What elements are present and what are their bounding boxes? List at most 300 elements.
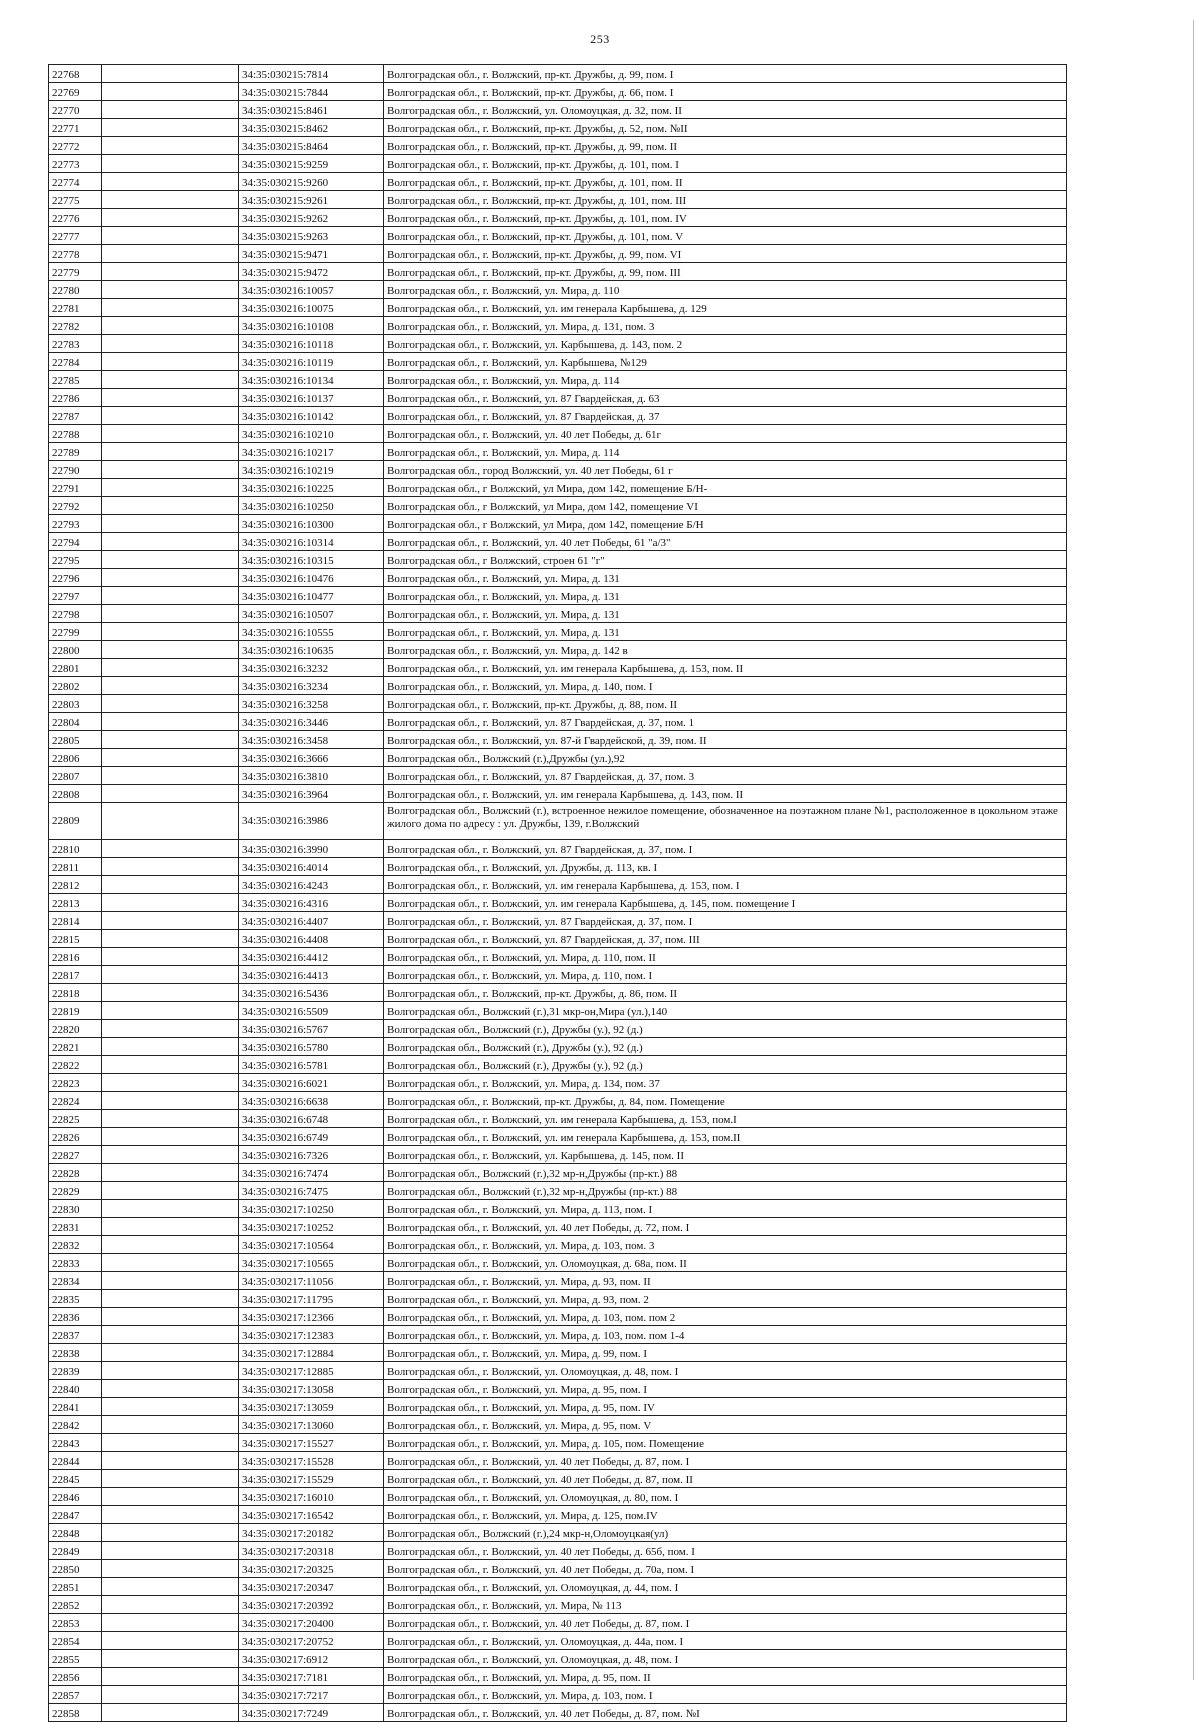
address-cell: Волгоградская обл., г. Волжский, ул. 40 лет Победы, д. 87, пом. II — [384, 1470, 1067, 1488]
empty-cell — [102, 209, 239, 227]
table-row — [49, 858, 1067, 876]
row-number-cell: 22769 — [49, 83, 102, 101]
table-row — [49, 894, 1067, 912]
row-number-cell: 22789 — [49, 443, 102, 461]
table-row — [49, 749, 1067, 767]
table-row — [49, 533, 1067, 551]
empty-cell — [102, 1362, 239, 1380]
address-cell: Волгоградская обл., г. Волжский, ул. Мира, д. 99, пом. I — [384, 1344, 1067, 1362]
empty-cell — [102, 371, 239, 389]
empty-cell — [102, 858, 239, 876]
empty-cell — [102, 1110, 239, 1128]
cadastral-number-cell: 34:35:030216:10300 — [239, 515, 384, 533]
address-cell: Волгоградская обл., г. Волжский, ул. Мира, д. 131 — [384, 587, 1067, 605]
cadastral-number-cell: 34:35:030216:6749 — [239, 1128, 384, 1146]
table-row — [49, 1092, 1067, 1110]
address-cell: Волгоградская обл., г. Волжский, ул. Мира, д. 103, пом. пом 1-4 — [384, 1326, 1067, 1344]
address-cell: Волгоградская обл., г. Волжский, пр-кт. Дружбы, д. 99, пом. II — [384, 137, 1067, 155]
table-row — [49, 155, 1067, 173]
address-cell: Волгоградская обл., г. Волжский, ул. 40 лет Победы, д. 70а, пом. I — [384, 1560, 1067, 1578]
address-cell: Волгоградская обл., г. Волжский, ул. 40 лет Победы, д. 87, пом. I — [384, 1614, 1067, 1632]
table-row — [49, 677, 1067, 695]
scan-edge-line — [1193, 20, 1194, 1680]
cadastral-number-cell: 34:35:030216:10210 — [239, 425, 384, 443]
row-number-cell: 22768 — [49, 65, 102, 83]
cadastral-number-cell: 34:35:030217:20325 — [239, 1560, 384, 1578]
empty-cell — [102, 335, 239, 353]
cadastral-number-cell: 34:35:030217:6912 — [239, 1650, 384, 1668]
empty-cell — [102, 641, 239, 659]
cadastral-number-cell: 34:35:030216:10137 — [239, 389, 384, 407]
row-number-cell: 22809 — [49, 803, 102, 840]
cadastral-number-cell: 34:35:030217:10250 — [239, 1200, 384, 1218]
address-cell: Волгоградская обл., г. Волжский, ул. Мира, д. 95, пом. V — [384, 1416, 1067, 1434]
empty-cell — [102, 461, 239, 479]
cadastral-number-cell: 34:35:030215:9260 — [239, 173, 384, 191]
address-cell: Волгоградская обл., Волжский (г.),Дружбы (ул.),92 — [384, 749, 1067, 767]
cadastral-number-cell: 34:35:030217:15528 — [239, 1452, 384, 1470]
table-row — [49, 299, 1067, 317]
row-number-cell: 22807 — [49, 767, 102, 785]
address-cell: Волгоградская обл., г Волжский, строен 61 "г" — [384, 551, 1067, 569]
table-row — [49, 587, 1067, 605]
page-number: 253 — [590, 32, 610, 46]
address-cell: Волгоградская обл., г. Волжский, ул. 87-й Гвардейской, д. 39, пом. II — [384, 731, 1067, 749]
address-cell: Волгоградская обл., г. Волжский, пр-кт. Дружбы, д. 99, пом. III — [384, 263, 1067, 281]
row-number-cell: 22798 — [49, 605, 102, 623]
cadastral-number-cell: 34:35:030217:20392 — [239, 1596, 384, 1614]
cadastral-number-cell: 34:35:030216:10476 — [239, 569, 384, 587]
row-number-cell: 22778 — [49, 245, 102, 263]
cadastral-number-cell: 34:35:030216:6638 — [239, 1092, 384, 1110]
address-cell: Волгоградская обл., г. Волжский, ул. Мира, д. 110, пом. II — [384, 948, 1067, 966]
row-number-cell: 22830 — [49, 1200, 102, 1218]
empty-cell — [102, 119, 239, 137]
cadastral-number-cell: 34:35:030217:16010 — [239, 1488, 384, 1506]
table-row — [49, 984, 1067, 1002]
row-number-cell: 22803 — [49, 695, 102, 713]
cadastral-number-cell: 34:35:030216:3810 — [239, 767, 384, 785]
row-number-cell: 22796 — [49, 569, 102, 587]
row-number-cell: 22837 — [49, 1326, 102, 1344]
cadastral-number-cell: 34:35:030216:10477 — [239, 587, 384, 605]
address-cell: Волгоградская обл., г. Волжский, пр-кт. Дружбы, д. 66, пом. I — [384, 83, 1067, 101]
table-row — [49, 1110, 1067, 1128]
cadastral-number-cell: 34:35:030217:10565 — [239, 1254, 384, 1272]
table-row — [49, 1452, 1067, 1470]
cadastral-number-cell: 34:35:030217:13059 — [239, 1398, 384, 1416]
address-cell: Волгоградская обл., г. Волжский, ул. Оломоуцкая, д. 80, пом. I — [384, 1488, 1067, 1506]
row-number-cell: 22841 — [49, 1398, 102, 1416]
address-cell: Волгоградская обл., Волжский (г.),31 мкр-он,Мира (ул.),140 — [384, 1002, 1067, 1020]
cadastral-number-cell: 34:35:030216:4413 — [239, 966, 384, 984]
row-number-cell: 22805 — [49, 731, 102, 749]
empty-cell — [102, 1542, 239, 1560]
row-number-cell: 22839 — [49, 1362, 102, 1380]
row-number-cell: 22794 — [49, 533, 102, 551]
row-number-cell: 22848 — [49, 1524, 102, 1542]
table-row — [49, 443, 1067, 461]
empty-cell — [102, 1434, 239, 1452]
cadastral-number-cell: 34:35:030216:3990 — [239, 840, 384, 858]
row-number-cell: 22774 — [49, 173, 102, 191]
table-row — [49, 1470, 1067, 1488]
table-row — [49, 713, 1067, 731]
cadastral-number-cell: 34:35:030216:10119 — [239, 353, 384, 371]
empty-cell — [102, 1272, 239, 1290]
row-number-cell: 22846 — [49, 1488, 102, 1506]
empty-cell — [102, 515, 239, 533]
address-cell: Волгоградская обл., г. Волжский, ул. Мира, д. 95, пом. I — [384, 1380, 1067, 1398]
address-cell: Волгоградская обл., г. Волжский, ул. Мира, д. 125, пом.IV — [384, 1506, 1067, 1524]
empty-cell — [102, 1686, 239, 1704]
address-cell: Волгоградская обл., г Волжский, ул Мира, дом 142, помещение VI — [384, 497, 1067, 515]
address-cell: Волгоградская обл., г. Волжский, ул. Мира, д. 93, пом. II — [384, 1272, 1067, 1290]
table-row — [49, 1218, 1067, 1236]
table-row — [49, 371, 1067, 389]
empty-cell — [102, 659, 239, 677]
cadastral-number-cell: 34:35:030215:7814 — [239, 65, 384, 83]
address-cell: Волгоградская обл., г Волжский, ул Мира, дом 142, помещение Б/Н- — [384, 479, 1067, 497]
cadastral-number-cell: 34:35:030216:5509 — [239, 1002, 384, 1020]
address-cell: Волгоградская обл., г. Волжский, ул. 87 Гвардейская, д. 37, пом. III — [384, 930, 1067, 948]
cadastral-number-cell: 34:35:030216:5780 — [239, 1038, 384, 1056]
row-number-cell: 22831 — [49, 1218, 102, 1236]
table-row — [49, 245, 1067, 263]
address-cell: Волгоградская обл., г. Волжский, пр-кт. Дружбы, д. 84, пом. Помещение — [384, 1092, 1067, 1110]
cadastral-number-cell: 34:35:030216:10075 — [239, 299, 384, 317]
row-number-cell: 22817 — [49, 966, 102, 984]
table-row — [49, 1578, 1067, 1596]
cadastral-number-cell: 34:35:030216:3458 — [239, 731, 384, 749]
row-number-cell: 22820 — [49, 1020, 102, 1038]
row-number-cell: 22845 — [49, 1470, 102, 1488]
cadastral-number-cell: 34:35:030217:13058 — [239, 1380, 384, 1398]
cadastral-number-cell: 34:35:030217:20400 — [239, 1614, 384, 1632]
address-cell: Волгоградская обл., г. Волжский, ул. 40 лет Победы, д. 65б, пом. I — [384, 1542, 1067, 1560]
address-cell: Волгоградская обл., Волжский (г.), Дружбы (у.), 92 (д.) — [384, 1020, 1067, 1038]
cadastral-number-cell: 34:35:030216:7326 — [239, 1146, 384, 1164]
cadastral-number-cell: 34:35:030215:9262 — [239, 209, 384, 227]
empty-cell — [102, 569, 239, 587]
row-number-cell: 22791 — [49, 479, 102, 497]
cadastral-number-cell: 34:35:030216:6748 — [239, 1110, 384, 1128]
empty-cell — [102, 173, 239, 191]
empty-cell — [102, 407, 239, 425]
cadastral-number-cell: 34:35:030215:7844 — [239, 83, 384, 101]
address-cell: Волгоградская обл., г. Волжский, ул. Мира, д. 140, пом. I — [384, 677, 1067, 695]
table-row — [49, 1416, 1067, 1434]
table-row — [49, 1272, 1067, 1290]
row-number-cell: 22852 — [49, 1596, 102, 1614]
row-number-cell: 22795 — [49, 551, 102, 569]
table-row — [49, 1056, 1067, 1074]
row-number-cell: 22784 — [49, 353, 102, 371]
address-cell: Волгоградская обл., Волжский (г.), Дружбы (у.), 92 (д.) — [384, 1038, 1067, 1056]
table-row — [49, 515, 1067, 533]
cadastral-number-cell: 34:35:030216:10250 — [239, 497, 384, 515]
row-number-cell: 22787 — [49, 407, 102, 425]
row-number-cell: 22813 — [49, 894, 102, 912]
empty-cell — [102, 1218, 239, 1236]
table-row — [49, 641, 1067, 659]
table-row — [49, 119, 1067, 137]
row-number-cell: 22828 — [49, 1164, 102, 1182]
table-row — [49, 930, 1067, 948]
row-number-cell: 22772 — [49, 137, 102, 155]
row-number-cell: 22836 — [49, 1308, 102, 1326]
address-cell: Волгоградская обл., г. Волжский, пр-кт. Дружбы, д. 101, пом. III — [384, 191, 1067, 209]
address-cell: Волгоградская обл., г. Волжский, ул. им генерала Карбышева, д. 153, пом. II — [384, 659, 1067, 677]
cadastral-number-cell: 34:35:030217:11056 — [239, 1272, 384, 1290]
cadastral-number-cell: 34:35:030217:20318 — [239, 1542, 384, 1560]
table-row — [49, 1290, 1067, 1308]
address-cell: Волгоградская обл., г. Волжский, ул. 40 лет Победы, д. 87, пом. I — [384, 1452, 1067, 1470]
address-cell: Волгоградская обл., г Волжский, ул Мира, дом 142, помещение Б/Н — [384, 515, 1067, 533]
empty-cell — [102, 1488, 239, 1506]
cadastral-number-cell: 34:35:030217:7249 — [239, 1704, 384, 1722]
table-row — [49, 767, 1067, 785]
row-number-cell: 22818 — [49, 984, 102, 1002]
table-row — [49, 1128, 1067, 1146]
row-number-cell: 22783 — [49, 335, 102, 353]
row-number-cell: 22816 — [49, 948, 102, 966]
address-cell: Волгоградская обл., Волжский (г.), встроенное нежилое помещение, обозначенное на поэтажном плане №1, расположенное в цокольном этаже жилого дома по адресу : ул. Дружбы, 139, г.Волжский — [384, 803, 1067, 840]
row-number-cell: 22842 — [49, 1416, 102, 1434]
cadastral-number-cell: 34:35:030215:9261 — [239, 191, 384, 209]
empty-cell — [102, 245, 239, 263]
empty-cell — [102, 1398, 239, 1416]
cadastral-number-cell: 34:35:030216:10314 — [239, 533, 384, 551]
cadastral-number-cell: 34:35:030217:15529 — [239, 1470, 384, 1488]
table-row — [49, 101, 1067, 119]
cadastral-number-cell: 34:35:030217:7217 — [239, 1686, 384, 1704]
cadastral-number-cell: 34:35:030216:4407 — [239, 912, 384, 930]
address-cell: Волгоградская обл., г. Волжский, ул. 87 Гвардейская, д. 37 — [384, 407, 1067, 425]
cadastral-number-cell: 34:35:030216:10217 — [239, 443, 384, 461]
address-cell: Волгоградская обл., г. Волжский, ул. Карбышева, д. 145, пом. II — [384, 1146, 1067, 1164]
table-row — [49, 551, 1067, 569]
cadastral-number-cell: 34:35:030216:5781 — [239, 1056, 384, 1074]
address-cell: Волгоградская обл., г. Волжский, ул. Мира, д. 110 — [384, 281, 1067, 299]
empty-cell — [102, 227, 239, 245]
empty-cell — [102, 1650, 239, 1668]
address-cell: Волгоградская обл., Волжский (г.), Дружбы (у.), 92 (д.) — [384, 1056, 1067, 1074]
cadastral-number-cell: 34:35:030217:11795 — [239, 1290, 384, 1308]
address-cell: Волгоградская обл., г. Волжский, ул. им генерала Карбышева, д. 129 — [384, 299, 1067, 317]
cadastral-number-cell: 34:35:030216:4243 — [239, 876, 384, 894]
empty-cell — [102, 1020, 239, 1038]
empty-cell — [102, 767, 239, 785]
table-row — [49, 227, 1067, 245]
cadastral-number-cell: 34:35:030217:15527 — [239, 1434, 384, 1452]
empty-cell — [102, 1164, 239, 1182]
empty-cell — [102, 533, 239, 551]
empty-cell — [102, 1038, 239, 1056]
address-cell: Волгоградская обл., г. Волжский, ул. Оломоуцкая, д. 48, пом. I — [384, 1650, 1067, 1668]
address-cell: Волгоградская обл., г. Волжский, ул. Мира, д. 131 — [384, 605, 1067, 623]
table-row — [49, 785, 1067, 803]
cadastral-number-cell: 34:35:030216:3258 — [239, 695, 384, 713]
address-cell: Волгоградская обл., г. Волжский, ул. Мира, д. 113, пом. I — [384, 1200, 1067, 1218]
cadastral-number-cell: 34:35:030216:10315 — [239, 551, 384, 569]
address-cell: Волгоградская обл., г. Волжский, ул. Мира, д. 105, пом. Помещение — [384, 1434, 1067, 1452]
empty-cell — [102, 263, 239, 281]
row-number-cell: 22826 — [49, 1128, 102, 1146]
address-cell: Волгоградская обл., Волжский (г.),32 мр-н,Дружбы (пр-кт.) 88 — [384, 1182, 1067, 1200]
empty-cell — [102, 1632, 239, 1650]
row-number-cell: 22850 — [49, 1560, 102, 1578]
empty-cell — [102, 1416, 239, 1434]
table-row — [49, 605, 1067, 623]
row-number-cell: 22806 — [49, 749, 102, 767]
cadastral-number-cell: 34:35:030216:6021 — [239, 1074, 384, 1092]
row-number-cell: 22804 — [49, 713, 102, 731]
address-cell: Волгоградская обл., г. Волжский, ул. Мира, д. 114 — [384, 371, 1067, 389]
cadastral-number-cell: 34:35:030216:10142 — [239, 407, 384, 425]
address-cell: Волгоградская обл., г. Волжский, ул. Оломоуцкая, д. 32, пом. II — [384, 101, 1067, 119]
empty-cell — [102, 1308, 239, 1326]
row-number-cell: 22838 — [49, 1344, 102, 1362]
table-row — [49, 1614, 1067, 1632]
address-cell: Волгоградская обл., г. Волжский, пр-кт. Дружбы, д. 99, пом. I — [384, 65, 1067, 83]
empty-cell — [102, 912, 239, 930]
address-cell: Волгоградская обл., г. Волжский, ул. Карбышева, №129 — [384, 353, 1067, 371]
empty-cell — [102, 948, 239, 966]
address-cell: Волгоградская обл., г. Волжский, ул. Мира, д. 131, пом. 3 — [384, 317, 1067, 335]
address-cell: Волгоградская обл., г. Волжский, ул. им генерала Карбышева, д. 153, пом.II — [384, 1128, 1067, 1146]
row-number-cell: 22855 — [49, 1650, 102, 1668]
row-number-cell: 22785 — [49, 371, 102, 389]
empty-cell — [102, 623, 239, 641]
table-row — [49, 1362, 1067, 1380]
empty-cell — [102, 966, 239, 984]
cadastral-number-cell: 34:35:030216:4316 — [239, 894, 384, 912]
row-number-cell: 22857 — [49, 1686, 102, 1704]
row-number-cell: 22777 — [49, 227, 102, 245]
empty-cell — [102, 1074, 239, 1092]
table-row — [49, 948, 1067, 966]
row-number-cell: 22800 — [49, 641, 102, 659]
row-number-cell: 22808 — [49, 785, 102, 803]
table-row — [49, 1308, 1067, 1326]
row-number-cell: 22822 — [49, 1056, 102, 1074]
empty-cell — [102, 803, 239, 840]
table-row — [49, 317, 1067, 335]
cadastral-number-cell: 34:35:030216:7474 — [239, 1164, 384, 1182]
table-row — [49, 281, 1067, 299]
address-cell: Волгоградская обл., г. Волжский, пр-кт. Дружбы, д. 101, пом. I — [384, 155, 1067, 173]
address-cell: Волгоградская обл., г. Волжский, ул. 40 лет Победы, д. 61г — [384, 425, 1067, 443]
cadastral-number-cell: 34:35:030217:10252 — [239, 1218, 384, 1236]
table-row — [49, 479, 1067, 497]
row-number-cell: 22797 — [49, 587, 102, 605]
address-cell: Волгоградская обл., г. Волжский, ул. Мира, д. 95, пом. IV — [384, 1398, 1067, 1416]
cadastral-number-cell: 34:35:030216:5436 — [239, 984, 384, 1002]
row-number-cell: 22811 — [49, 858, 102, 876]
empty-cell — [102, 1614, 239, 1632]
empty-cell — [102, 1326, 239, 1344]
cadastral-number-cell: 34:35:030217:10564 — [239, 1236, 384, 1254]
table-row — [49, 209, 1067, 227]
table-row — [49, 1146, 1067, 1164]
address-cell: Волгоградская обл., г. Волжский, ул. 87 Гвардейская, д. 63 — [384, 389, 1067, 407]
table-row — [49, 1686, 1067, 1704]
empty-cell — [102, 1236, 239, 1254]
address-cell: Волгоградская обл., г. Волжский, ул. им генерала Карбышева, д. 153, пом.I — [384, 1110, 1067, 1128]
cadastral-number-cell: 34:35:030216:3234 — [239, 677, 384, 695]
address-cell: Волгоградская обл., г. Волжский, ул. 87 Гвардейская, д. 37, пом. 3 — [384, 767, 1067, 785]
cadastral-number-cell: 34:35:030215:8461 — [239, 101, 384, 119]
address-cell: Волгоградская обл., г. Волжский, пр-кт. Дружбы, д. 99, пом. VI — [384, 245, 1067, 263]
empty-cell — [102, 1704, 239, 1722]
cadastral-number-cell: 34:35:030216:3986 — [239, 803, 384, 840]
row-number-cell: 22776 — [49, 209, 102, 227]
address-cell: Волгоградская обл., г. Волжский, ул. им генерала Карбышева, д. 145, пом. помещение I — [384, 894, 1067, 912]
address-cell: Волгоградская обл., г. Волжский, ул. им генерала Карбышева, д. 153, пом. I — [384, 876, 1067, 894]
table-row — [49, 1380, 1067, 1398]
empty-cell — [102, 101, 239, 119]
table-row — [49, 497, 1067, 515]
table-row — [49, 83, 1067, 101]
table-row — [49, 1488, 1067, 1506]
cadastral-number-cell: 34:35:030217:20347 — [239, 1578, 384, 1596]
table-row — [49, 173, 1067, 191]
empty-cell — [102, 930, 239, 948]
table-row — [49, 461, 1067, 479]
table-row — [49, 137, 1067, 155]
empty-cell — [102, 317, 239, 335]
table-row — [49, 1038, 1067, 1056]
cadastral-number-cell: 34:35:030217:12884 — [239, 1344, 384, 1362]
empty-cell — [102, 191, 239, 209]
table-row — [49, 353, 1067, 371]
cadastral-number-cell: 34:35:030215:8464 — [239, 137, 384, 155]
register-table — [48, 64, 1067, 1722]
cadastral-number-cell: 34:35:030216:10225 — [239, 479, 384, 497]
register-table-body — [49, 65, 1067, 1722]
row-number-cell: 22833 — [49, 1254, 102, 1272]
address-cell: Волгоградская обл., г. Волжский, ул. Мира, д. 103, пом. I — [384, 1686, 1067, 1704]
address-cell: Волгоградская обл., г. Волжский, ул. Мира, д. 142 в — [384, 641, 1067, 659]
empty-cell — [102, 587, 239, 605]
cadastral-number-cell: 34:35:030217:20182 — [239, 1524, 384, 1542]
cadastral-number-cell: 34:35:030216:4412 — [239, 948, 384, 966]
row-number-cell: 22771 — [49, 119, 102, 137]
empty-cell — [102, 353, 239, 371]
table-row — [49, 731, 1067, 749]
empty-cell — [102, 443, 239, 461]
address-cell: Волгоградская обл., г. Волжский, ул. Мира, д. 103, пом. пом 2 — [384, 1308, 1067, 1326]
row-number-cell: 22835 — [49, 1290, 102, 1308]
row-number-cell: 22815 — [49, 930, 102, 948]
empty-cell — [102, 605, 239, 623]
table-row — [49, 1074, 1067, 1092]
table-row — [49, 912, 1067, 930]
table-row — [49, 1506, 1067, 1524]
empty-cell — [102, 155, 239, 173]
row-number-cell: 22829 — [49, 1182, 102, 1200]
row-number-cell: 22779 — [49, 263, 102, 281]
cadastral-number-cell: 34:35:030216:10057 — [239, 281, 384, 299]
cadastral-number-cell: 34:35:030217:12366 — [239, 1308, 384, 1326]
table-row — [49, 1002, 1067, 1020]
cadastral-number-cell: 34:35:030216:3446 — [239, 713, 384, 731]
address-cell: Волгоградская обл., г. Волжский, ул. Дружбы, д. 113, кв. I — [384, 858, 1067, 876]
cadastral-number-cell: 34:35:030217:20752 — [239, 1632, 384, 1650]
empty-cell — [102, 299, 239, 317]
empty-cell — [102, 1668, 239, 1686]
